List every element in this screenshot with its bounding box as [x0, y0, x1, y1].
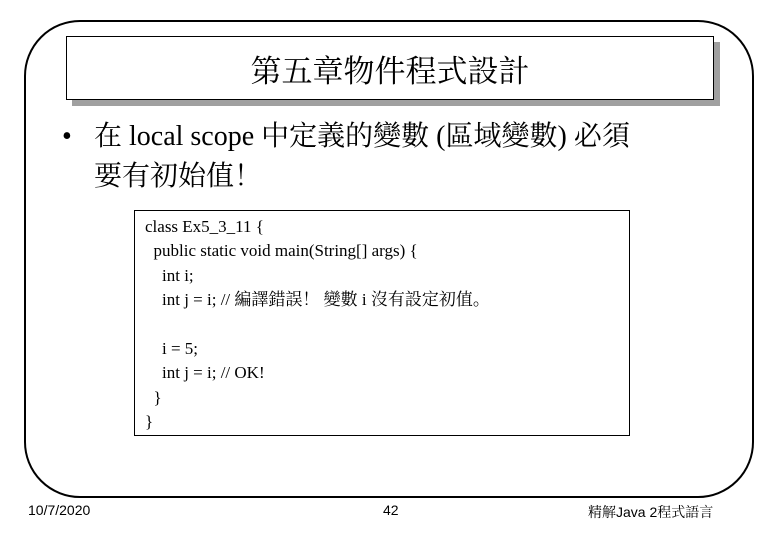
code-block — [134, 210, 630, 436]
footer-page-number: 42 — [383, 502, 399, 518]
slide-title: 第五章物件程式設計 — [250, 53, 530, 89]
bullet-line-1: 在 local scope 中定義的變數 (區域變數) 必須 — [94, 121, 630, 152]
code-line: } — [145, 387, 162, 407]
code-line — [145, 313, 629, 337]
code-line: public static void main(String[] args) { — [145, 241, 418, 261]
slide-title-box — [66, 36, 714, 100]
code-line: i = 5; — [145, 339, 199, 359]
bullet-point — [62, 117, 722, 197]
code-line: int j = i; // OK! — [145, 363, 265, 383]
bullet-line-2: 要有初始值！ — [94, 161, 263, 192]
footer-date: 10/7/2020 — [28, 502, 91, 518]
bullet-text — [94, 117, 722, 197]
footer-book-title: 精解Java 2程式語言 — [588, 504, 714, 520]
code-line: int i; — [145, 265, 194, 285]
bullet-icon: • — [62, 121, 72, 152]
code-line: } — [145, 412, 154, 432]
code-line: class Ex5_3_11 { — [145, 217, 264, 236]
code-line: int j = i; // 編譯錯誤！ 變數 i 沒有設定初值。 — [145, 290, 490, 310]
